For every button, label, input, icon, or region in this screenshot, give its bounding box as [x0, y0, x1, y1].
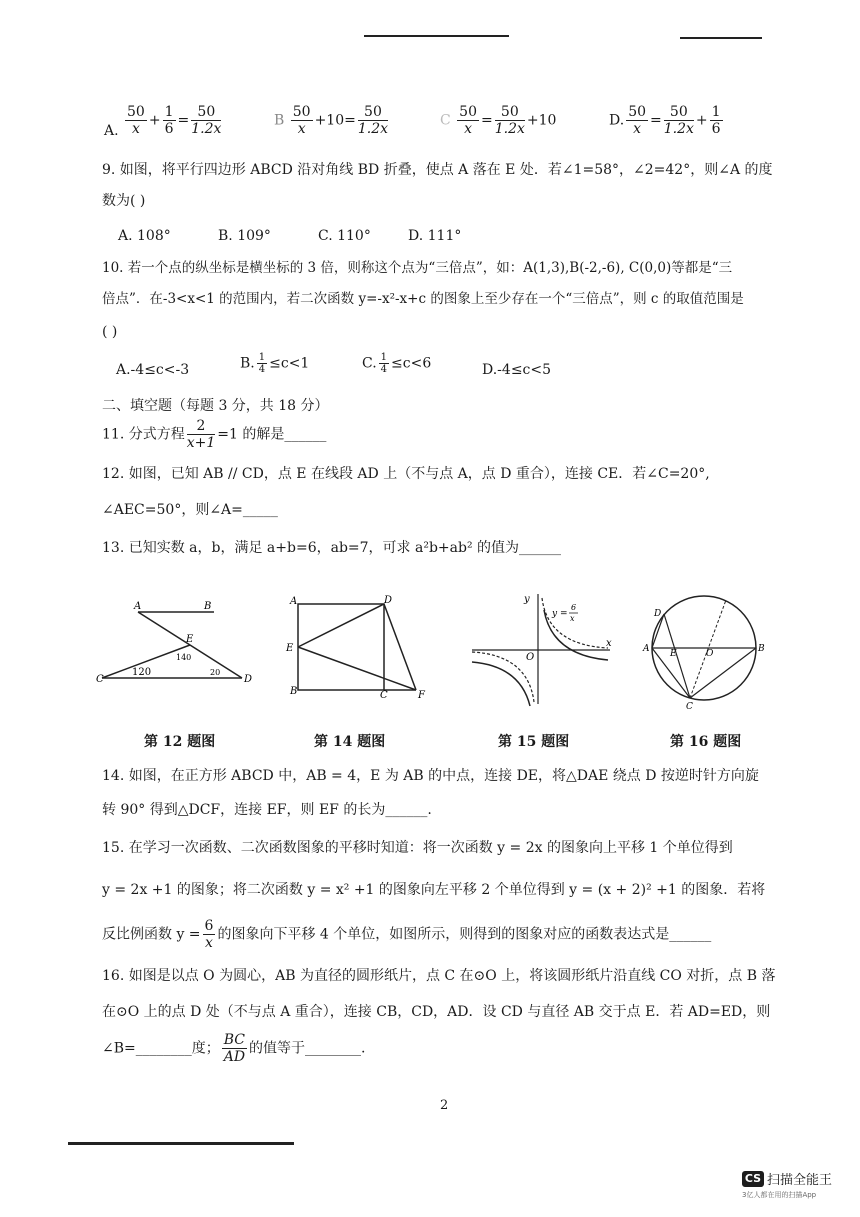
fig15-fn-numerator: 6 [571, 603, 577, 612]
fig16-label-b: B [758, 644, 765, 654]
fig16-label-c: C [686, 702, 693, 710]
fig16-label-o: O [706, 649, 714, 659]
fig12-label-b: B [204, 601, 212, 612]
figure-16-caption: 第 16 题图 [670, 734, 742, 750]
figure-15-caption: 第 15 题图 [498, 734, 570, 750]
fig14-label-c: C [380, 690, 388, 698]
fig14-label-e: E [286, 643, 294, 654]
page-number: 2 [440, 1098, 449, 1113]
q10-option-d: D.-4≤c<5 [482, 362, 552, 378]
q8-option-b: B $\frac{50}{x}$ +10= $\frac{50}{1.2x}$ [274, 104, 389, 137]
q14-line2: 转 90° 得到△DCF，连接 EF，则 EF 的长为______. [102, 802, 432, 818]
q15-line1: 15. 在学习一次函数、二次函数图象的平移时知道：将一次函数 y = 2x 的图象向上平移 1 个单位得到 [102, 840, 733, 856]
fig16-label-e: E [670, 649, 677, 659]
figure-12-caption: 第 12 题图 [144, 734, 216, 750]
fig14-label-f: F [418, 690, 425, 698]
scanner-watermark [742, 1168, 832, 1200]
q9-option-a: A. 108° [118, 228, 171, 244]
q8-option-d: D. $\frac{50}{x}$ = $\frac{50}{1.2x}$ + $\frac{1}{6}$ [609, 104, 721, 137]
figure-14-caption: 第 14 题图 [314, 734, 386, 750]
q16-line2: 在⊙O 上的点 D 处（不与点 A 重合），连接 CB，CD，AD．设 CD 与直径 AB 交于点 E．若 AD=ED，则 [102, 1004, 771, 1020]
q11: 11. 分式方程 $\frac{2}{x+1}$ =1 的解是______ [102, 418, 327, 451]
header-rule-right [680, 37, 762, 39]
q10-line1: 10. 若一个点的纵坐标是横坐标的 3 倍，则称这个点为“三倍点”，如：A(1,3),B(-2,-6), C(0,0)等都是“三 [102, 260, 733, 276]
q9-line1: 9. 如图，将平行四边形 ABCD 沿对角线 BD 折叠，使点 A 落在 E 处．若∠1=58°，∠2=42°，则∠A 的度 [102, 162, 773, 178]
q10-option-c: C. $\frac{1}{4}$ ≤c<6 [362, 352, 432, 375]
fig12-label-e: E [186, 634, 194, 645]
fig15-fn-label: y = [552, 609, 568, 619]
fig15-label-x: x [606, 638, 612, 649]
q8-option-c: C $\frac{50}{x}$ = $\frac{50}{1.2x}$ +10 [440, 104, 557, 137]
q9-option-b: B. 109° [218, 228, 271, 244]
fig15-fn-denominator: x [570, 614, 575, 623]
figure-14 [284, 594, 434, 698]
q8-option-a: A. $\frac{50}{x}$ + $\frac{1}{6}$ = $\frac{50}{1.2x}$ [104, 104, 222, 139]
fig14-label-a: A [290, 596, 298, 607]
fig16-label-a: A [643, 644, 650, 654]
section-2-heading: 二、填空题（每题 3 分，共 18 分） [102, 398, 329, 414]
watermark-badge: CS [742, 1171, 764, 1187]
fig12-label-d: D [244, 674, 253, 685]
figure-15 [468, 590, 618, 708]
q10-line3: ( ) [102, 324, 118, 340]
q16-line3: ∠B=________度； $\frac{BC}{AD}$ 的值等于________. [102, 1032, 366, 1065]
fig12-note-120: 120 [132, 667, 152, 678]
q15-line3: 反比例函数 y = $\frac{6}{x}$ 的图象向下平移 4 个单位，如图所示，则得到的图象对应的函数表达式是______ [102, 918, 712, 951]
q14-line1: 14. 如图，在正方形 ABCD 中，AB = 4，E 为 AB 的中点，连接 DE，将△DAE 绕点 D 按逆时针方向旋 [102, 768, 759, 784]
fig12-label-c: C [96, 674, 104, 685]
q15-line2: y = 2x +1 的图象；将二次函数 y = x² +1 的图象向左平移 2 个单位得到 y = (x + 2)² +1 的图象．若将 [102, 882, 766, 898]
fig12-label-a: A [134, 601, 142, 612]
q12-line1: 12. 如图，已知 AB // CD，点 E 在线段 AD 上（不与点 A，点 D 重合），连接 CE．若∠C=20°, [102, 466, 710, 482]
footer-rule [68, 1142, 294, 1145]
fig14-label-d: D [384, 595, 393, 606]
q10-option-a: A.-4≤c<-3 [116, 362, 190, 378]
q9-option-c: C. 110° [318, 228, 371, 244]
fig12-note-20: 20 [210, 668, 221, 677]
watermark-name: 扫描全能王 [767, 1173, 833, 1188]
figure-16 [640, 592, 770, 710]
q9-line2: 数为( ) [102, 193, 146, 209]
header-rule-left [364, 35, 509, 37]
figure-12 [96, 598, 256, 688]
fig15-label-y: y [524, 594, 530, 605]
q9-option-d: D. 111° [408, 228, 462, 244]
q10-line2: 倍点”．在-3<x<1 的范围内，若二次函数 y=-x²-x+c 的图象上至少存在一个“三倍点”，则 c 的取值范围是 [102, 291, 744, 307]
watermark-subtitle: 3亿人都在用的扫描App [742, 1191, 817, 1199]
q16-line1: 16. 如图是以点 O 为圆心，AB 为直径的圆形纸片，点 C 在⊙O 上，将该圆形纸片沿直线 CO 对折，点 B 落 [102, 968, 776, 984]
q10-option-b: B. $\frac{1}{4}$ ≤c<1 [240, 352, 310, 375]
q13-line1: 13. 已知实数 a，b，满足 a+b=6，ab=7，可求 a²b+ab² 的值为______ [102, 540, 562, 556]
q12-line2: ∠AEC=50°，则∠A=_____ [102, 502, 278, 518]
fig15-label-o: O [526, 652, 535, 663]
fig14-label-b: B [290, 686, 298, 697]
fig12-note-140: 140 [176, 653, 192, 662]
fig16-label-d: D [654, 609, 662, 619]
